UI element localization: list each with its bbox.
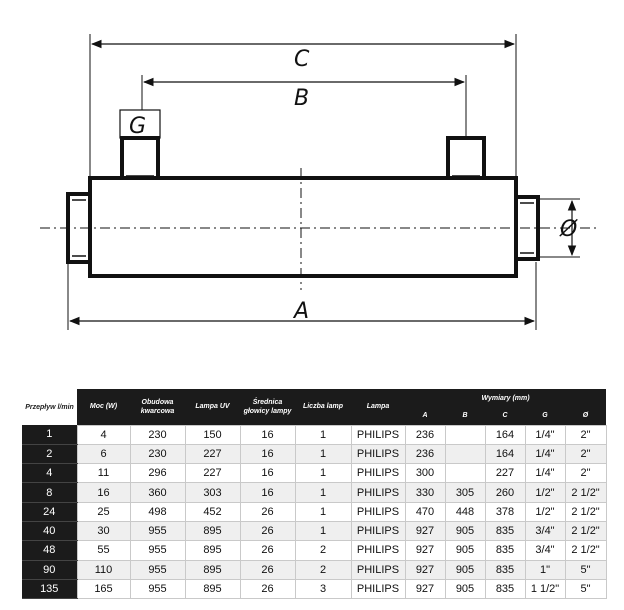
cell-c: 164 — [485, 444, 525, 463]
cell-flow: 40 — [22, 521, 77, 540]
right-port — [448, 138, 484, 180]
cell-diameter: 2 1/2" — [565, 541, 606, 560]
cell-diameter: 2" — [565, 425, 606, 444]
cell-lamp-count: 2 — [295, 541, 351, 560]
cell-head-diameter: 26 — [240, 502, 295, 521]
cell-housing: 360 — [130, 483, 185, 502]
table-row — [22, 425, 606, 444]
cell-power: 110 — [77, 560, 130, 579]
cell-c: 835 — [485, 521, 525, 540]
col-header-head-diameter: Średnica głowicy lampy — [240, 389, 295, 425]
cell-lamp-count: 1 — [295, 425, 351, 444]
cell-diameter: 2 1/2" — [565, 502, 606, 521]
cell-lamp-count: 1 — [295, 444, 351, 463]
table-row — [22, 444, 606, 463]
cell-flow: 4 — [22, 464, 77, 483]
header-row — [22, 389, 606, 407]
cell-head-diameter: 26 — [240, 541, 295, 560]
col-header-dimensions: Wymiary (mm) — [405, 389, 606, 407]
cell-c: 835 — [485, 579, 525, 598]
col-header-lamp-uv: Lampa UV — [185, 389, 240, 425]
table-body — [22, 425, 606, 599]
cell-b: 905 — [445, 521, 485, 540]
cell-flow: 48 — [22, 541, 77, 560]
specification-table — [22, 389, 607, 599]
col-header-g: G — [525, 407, 565, 425]
cell-g: 1/4" — [525, 425, 565, 444]
cell-flow: 8 — [22, 483, 77, 502]
table-row — [22, 560, 606, 579]
cell-power: 16 — [77, 483, 130, 502]
cell-g: 1 1/2" — [525, 579, 565, 598]
cell-head-diameter: 16 — [240, 444, 295, 463]
cell-head-diameter: 26 — [240, 560, 295, 579]
cell-lamp: PHILIPS — [351, 579, 405, 598]
cell-a: 927 — [405, 560, 445, 579]
cell-lamp-uv: 303 — [185, 483, 240, 502]
cell-g: 1/2" — [525, 502, 565, 521]
cell-lamp: PHILIPS — [351, 425, 405, 444]
cell-g: 1/4" — [525, 444, 565, 463]
cell-b — [445, 464, 485, 483]
cell-diameter: 2" — [565, 444, 606, 463]
cell-c: 164 — [485, 425, 525, 444]
cell-lamp: PHILIPS — [351, 502, 405, 521]
cell-lamp: PHILIPS — [351, 464, 405, 483]
cell-b: 905 — [445, 579, 485, 598]
cell-head-diameter: 16 — [240, 464, 295, 483]
cell-power: 4 — [77, 425, 130, 444]
table-row — [22, 521, 606, 540]
cell-power: 25 — [77, 502, 130, 521]
cell-a: 927 — [405, 541, 445, 560]
col-header-c: C — [485, 407, 525, 425]
lamp-housing — [68, 138, 538, 276]
cell-power: 55 — [77, 541, 130, 560]
cell-flow: 1 — [22, 425, 77, 444]
cell-diameter: 5" — [565, 579, 606, 598]
cell-g: 1/2" — [525, 483, 565, 502]
cell-lamp: PHILIPS — [351, 444, 405, 463]
cell-a: 300 — [405, 464, 445, 483]
cell-a: 236 — [405, 425, 445, 444]
cell-lamp-uv: 227 — [185, 464, 240, 483]
cell-power: 30 — [77, 521, 130, 540]
cell-flow: 135 — [22, 579, 77, 598]
cell-a: 470 — [405, 502, 445, 521]
cell-power: 11 — [77, 464, 130, 483]
cell-lamp-uv: 227 — [185, 444, 240, 463]
dim-label-b: B — [294, 86, 310, 111]
cell-lamp-uv: 895 — [185, 579, 240, 598]
cell-g: 3/4" — [525, 541, 565, 560]
cell-g: 1" — [525, 560, 565, 579]
cell-lamp-uv: 895 — [185, 541, 240, 560]
col-header-b: B — [445, 407, 485, 425]
cell-a: 927 — [405, 579, 445, 598]
cell-b: 905 — [445, 560, 485, 579]
cell-g: 3/4" — [525, 521, 565, 540]
dim-label-a: A — [294, 299, 310, 324]
cell-lamp-uv: 150 — [185, 425, 240, 444]
cell-c: 260 — [485, 483, 525, 502]
main-tube — [90, 178, 516, 276]
cell-c: 835 — [485, 560, 525, 579]
table-row — [22, 464, 606, 483]
cell-flow: 90 — [22, 560, 77, 579]
dim-label-g: G — [129, 114, 147, 139]
cell-b: 905 — [445, 541, 485, 560]
dim-label-diameter: Ø — [560, 217, 578, 242]
cell-power: 6 — [77, 444, 130, 463]
col-header-diameter: Ø — [565, 407, 606, 425]
table-row — [22, 579, 606, 598]
cell-lamp: PHILIPS — [351, 483, 405, 502]
col-header-power: Moc (W) — [77, 389, 130, 425]
cell-a: 927 — [405, 521, 445, 540]
col-header-a: A — [405, 407, 445, 425]
cell-head-diameter: 26 — [240, 579, 295, 598]
cell-flow: 2 — [22, 444, 77, 463]
cell-lamp: PHILIPS — [351, 521, 405, 540]
dim-label-c: C — [294, 47, 310, 72]
cell-b: 448 — [445, 502, 485, 521]
cell-flow: 24 — [22, 502, 77, 521]
cell-lamp: PHILIPS — [351, 560, 405, 579]
cell-diameter: 5" — [565, 560, 606, 579]
cell-housing: 955 — [130, 521, 185, 540]
table-row — [22, 502, 606, 521]
cell-head-diameter: 16 — [240, 425, 295, 444]
cell-lamp-count: 1 — [295, 483, 351, 502]
cell-housing: 955 — [130, 541, 185, 560]
cell-housing: 230 — [130, 425, 185, 444]
cell-g: 1/4" — [525, 464, 565, 483]
cell-a: 330 — [405, 483, 445, 502]
cell-lamp-count: 1 — [295, 464, 351, 483]
cell-head-diameter: 26 — [240, 521, 295, 540]
table-row — [22, 483, 606, 502]
col-header-lamp-count: Liczba lamp — [295, 389, 351, 425]
cell-housing: 230 — [130, 444, 185, 463]
cell-housing: 498 — [130, 502, 185, 521]
col-header-lamp: Lampa — [351, 389, 405, 425]
cell-c: 835 — [485, 541, 525, 560]
cell-head-diameter: 16 — [240, 483, 295, 502]
cell-housing: 955 — [130, 560, 185, 579]
cell-lamp-count: 1 — [295, 502, 351, 521]
cell-lamp-count: 3 — [295, 579, 351, 598]
table-row — [22, 541, 606, 560]
cell-diameter: 2" — [565, 464, 606, 483]
cell-power: 165 — [77, 579, 130, 598]
cell-c: 378 — [485, 502, 525, 521]
cell-b: 305 — [445, 483, 485, 502]
cell-lamp-uv: 452 — [185, 502, 240, 521]
left-port — [122, 138, 158, 180]
cell-lamp-count: 1 — [295, 521, 351, 540]
cell-lamp: PHILIPS — [351, 541, 405, 560]
cell-housing: 955 — [130, 579, 185, 598]
cell-b — [445, 444, 485, 463]
cell-diameter: 2 1/2" — [565, 483, 606, 502]
cell-lamp-count: 2 — [295, 560, 351, 579]
col-header-flow: Przepływ l/min — [22, 389, 77, 425]
col-header-housing: Obudowa kwarcowa — [130, 389, 185, 425]
cell-diameter: 2 1/2" — [565, 521, 606, 540]
cell-housing: 296 — [130, 464, 185, 483]
cell-a: 236 — [405, 444, 445, 463]
cell-lamp-uv: 895 — [185, 560, 240, 579]
cell-b — [445, 425, 485, 444]
cell-c: 227 — [485, 464, 525, 483]
cell-lamp-uv: 895 — [185, 521, 240, 540]
